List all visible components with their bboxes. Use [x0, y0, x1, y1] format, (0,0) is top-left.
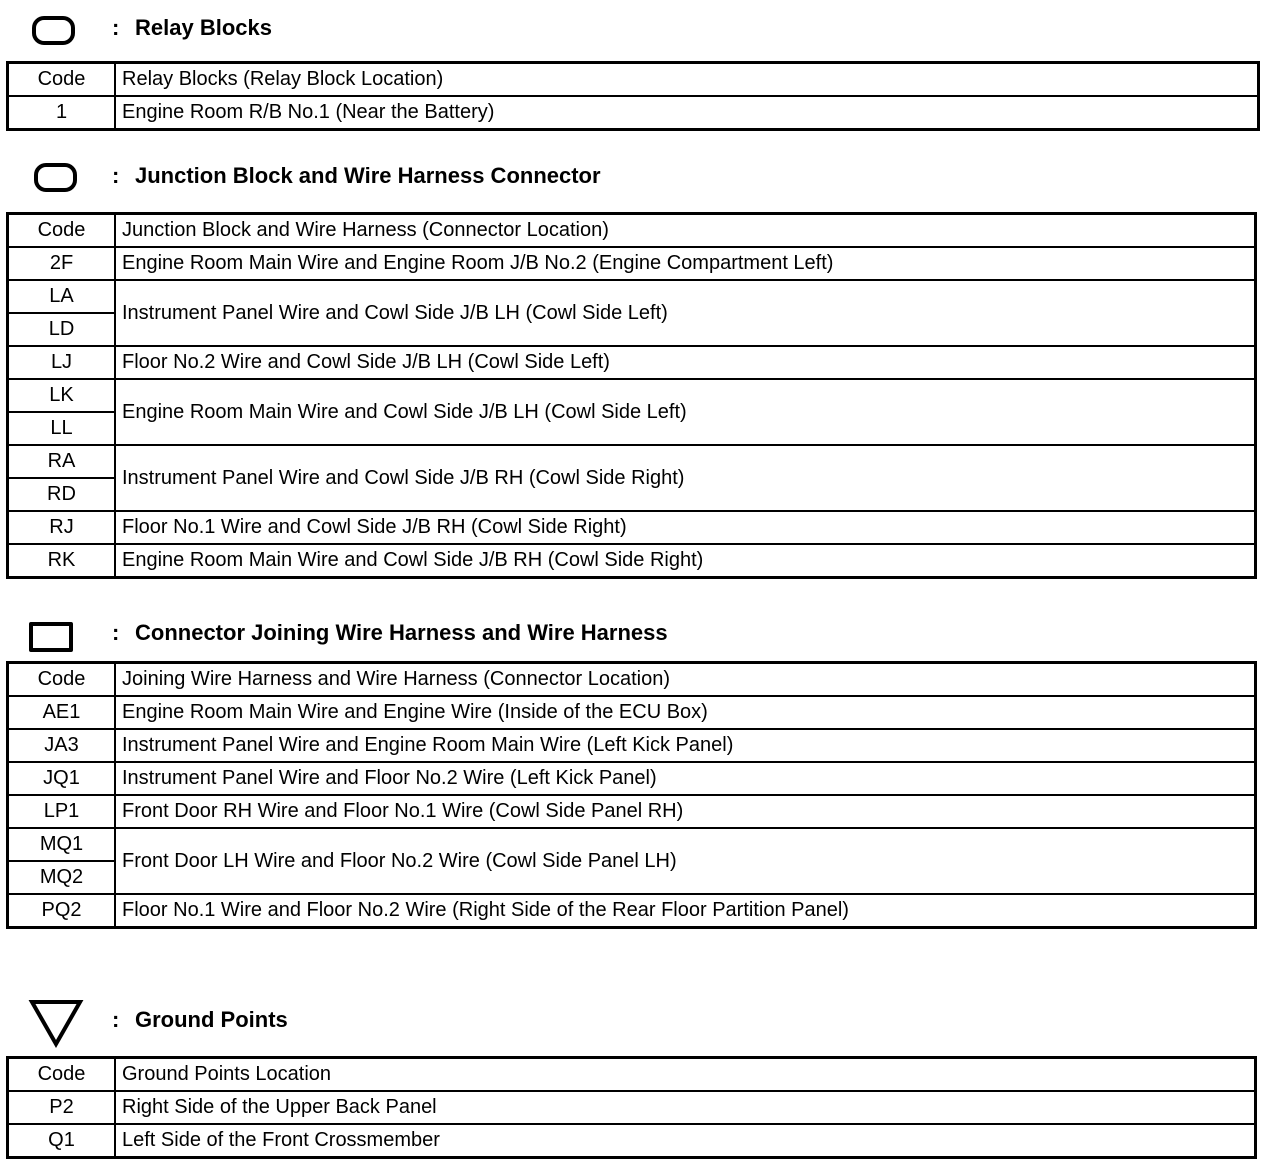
description-cell: Floor No.2 Wire and Cowl Side J/B LH (Cowl Side Left) — [115, 346, 1256, 379]
code-cell: LD — [8, 313, 116, 346]
table-row — [8, 280, 1256, 313]
header-description: Junction Block and Wire Harness (Connector Location) — [115, 214, 1256, 248]
code-cell: LJ — [8, 346, 116, 379]
header-code: Code — [8, 663, 116, 697]
description-cell: Engine Room Main Wire and Engine Wire (Inside of the ECU Box) — [115, 696, 1256, 729]
header-description: Ground Points Location — [115, 1058, 1256, 1092]
table-row — [8, 1091, 1256, 1124]
code-cell: RD — [8, 478, 116, 511]
table-row — [8, 346, 1256, 379]
section-title-text: Relay Blocks — [135, 15, 272, 40]
junction-block-icon — [34, 163, 77, 192]
code-cell: 1 — [8, 96, 116, 130]
table-row — [8, 544, 1256, 578]
description-cell: Front Door LH Wire and Floor No.2 Wire (Cowl Side Panel LH) — [115, 828, 1256, 894]
section-title — [112, 1007, 288, 1033]
colon: : — [112, 620, 120, 645]
table-row — [8, 379, 1256, 412]
description-cell: Engine Room R/B No.1 (Near the Battery) — [115, 96, 1259, 130]
description-cell: Engine Room Main Wire and Cowl Side J/B LH (Cowl Side Left) — [115, 379, 1256, 445]
code-cell: PQ2 — [8, 894, 116, 928]
table-header-row — [8, 214, 1256, 248]
colon: : — [112, 15, 120, 40]
relay-blocks-table — [6, 61, 1260, 131]
description-cell: Instrument Panel Wire and Engine Room Main Wire (Left Kick Panel) — [115, 729, 1256, 762]
description-cell: Instrument Panel Wire and Cowl Side J/B LH (Cowl Side Left) — [115, 280, 1256, 346]
header-description: Relay Blocks (Relay Block Location) — [115, 63, 1259, 97]
code-cell: 2F — [8, 247, 116, 280]
code-cell: LA — [8, 280, 116, 313]
code-cell: RK — [8, 544, 116, 578]
code-cell: AE1 — [8, 696, 116, 729]
description-cell: Engine Room Main Wire and Cowl Side J/B RH (Cowl Side Right) — [115, 544, 1256, 578]
description-cell: Left Side of the Front Crossmember — [115, 1124, 1256, 1158]
header-description: Joining Wire Harness and Wire Harness (Connector Location) — [115, 663, 1256, 697]
connector-square-icon — [29, 622, 73, 652]
code-cell: JA3 — [8, 729, 116, 762]
table-row — [8, 511, 1256, 544]
table-row — [8, 729, 1256, 762]
header-code: Code — [8, 63, 116, 97]
table-row — [8, 247, 1256, 280]
code-cell: LP1 — [8, 795, 116, 828]
section-title — [112, 15, 272, 41]
description-cell: Floor No.1 Wire and Floor No.2 Wire (Right Side of the Rear Floor Partition Panel) — [115, 894, 1256, 928]
code-cell: P2 — [8, 1091, 116, 1124]
description-cell: Instrument Panel Wire and Cowl Side J/B RH (Cowl Side Right) — [115, 445, 1256, 511]
code-cell: RA — [8, 445, 116, 478]
table-header-row — [8, 63, 1259, 97]
ground-points-table — [6, 1056, 1257, 1159]
ground-triangle-icon — [28, 998, 84, 1048]
table-row — [8, 445, 1256, 478]
code-cell: LK — [8, 379, 116, 412]
section-title — [112, 620, 668, 646]
table-row — [8, 1124, 1256, 1158]
junction-block-table — [6, 212, 1257, 579]
section-title-text: Ground Points — [135, 1007, 288, 1032]
table-header-row — [8, 663, 1256, 697]
table-row — [8, 762, 1256, 795]
code-cell: JQ1 — [8, 762, 116, 795]
colon: : — [112, 1007, 120, 1032]
code-cell: MQ1 — [8, 828, 116, 861]
table-row — [8, 96, 1259, 130]
section-title-text: Junction Block and Wire Harness Connector — [135, 163, 601, 188]
section-title — [112, 163, 601, 189]
connector-table — [6, 661, 1257, 929]
description-cell: Floor No.1 Wire and Cowl Side J/B RH (Cowl Side Right) — [115, 511, 1256, 544]
description-cell: Instrument Panel Wire and Floor No.2 Wire (Left Kick Panel) — [115, 762, 1256, 795]
header-code: Code — [8, 1058, 116, 1092]
section-title-text: Connector Joining Wire Harness and Wire Harness — [135, 620, 668, 645]
table-header-row — [8, 1058, 1256, 1092]
relay-block-icon — [32, 16, 75, 45]
code-cell: LL — [8, 412, 116, 445]
code-cell: Q1 — [8, 1124, 116, 1158]
colon: : — [112, 163, 120, 188]
description-cell: Front Door RH Wire and Floor No.1 Wire (Cowl Side Panel RH) — [115, 795, 1256, 828]
description-cell: Right Side of the Upper Back Panel — [115, 1091, 1256, 1124]
header-code: Code — [8, 214, 116, 248]
description-cell: Engine Room Main Wire and Engine Room J/B No.2 (Engine Compartment Left) — [115, 247, 1256, 280]
code-cell: RJ — [8, 511, 116, 544]
table-row — [8, 828, 1256, 861]
code-cell: MQ2 — [8, 861, 116, 894]
table-row — [8, 894, 1256, 928]
table-row — [8, 795, 1256, 828]
